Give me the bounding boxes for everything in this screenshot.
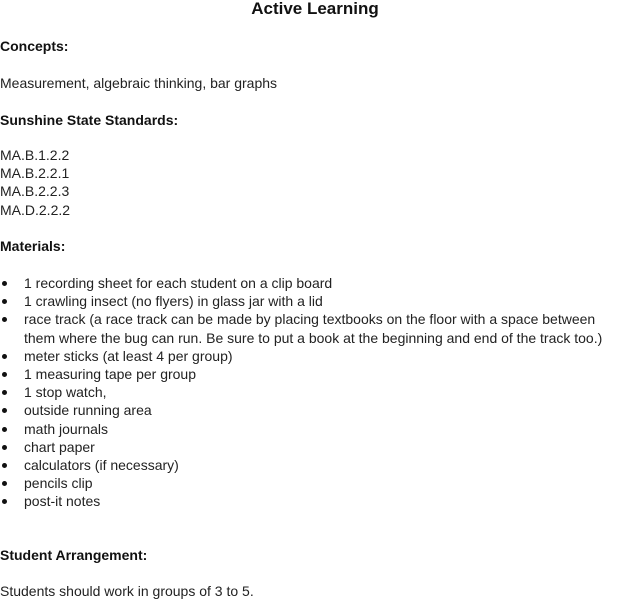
concepts-heading: Concepts: bbox=[0, 38, 69, 54]
bullet-icon bbox=[2, 390, 7, 395]
bullet-icon bbox=[2, 372, 7, 377]
material-item: 1 stop watch, bbox=[0, 383, 625, 401]
material-item: math journals bbox=[0, 420, 625, 438]
material-item: meter sticks (at least 4 per group) bbox=[0, 347, 625, 365]
bullet-icon bbox=[2, 463, 7, 468]
bullet-icon bbox=[2, 317, 7, 322]
material-item: chart paper bbox=[0, 438, 625, 456]
standards-list bbox=[0, 146, 70, 219]
material-item: outside running area bbox=[0, 401, 625, 419]
arrangement-text: Students should work in groups of 3 to 5. bbox=[0, 583, 254, 599]
standard-item: MA.B.2.2.1 bbox=[0, 165, 70, 182]
standard-item: MA.B.2.2.3 bbox=[0, 183, 70, 200]
material-item: 1 measuring tape per group bbox=[0, 365, 625, 383]
bullet-icon bbox=[2, 481, 7, 486]
arrangement-heading: Student Arrangement: bbox=[0, 547, 148, 563]
bullet-icon bbox=[2, 499, 7, 504]
materials-list bbox=[0, 274, 625, 511]
standards-heading: Sunshine State Standards: bbox=[0, 112, 179, 128]
material-item: calculators (if necessary) bbox=[0, 456, 625, 474]
bullet-icon bbox=[2, 299, 7, 304]
bullet-icon bbox=[2, 354, 7, 359]
standard-item: MA.D.2.2.2 bbox=[0, 201, 71, 218]
materials-heading: Materials: bbox=[0, 238, 66, 254]
standard-item: MA.B.1.2.2 bbox=[0, 147, 70, 163]
material-item: post-it notes bbox=[0, 492, 625, 510]
bullet-icon bbox=[2, 408, 7, 413]
material-item: 1 crawling insect (no flyers) in glass jar with a lid bbox=[0, 292, 625, 310]
bullet-icon bbox=[2, 427, 7, 432]
bullet-icon bbox=[2, 445, 7, 450]
material-item: race track (a race track can be made by placing textbooks on the floor with a space between them where the bug can run. Be sure to put a book at the beginning and end of the track too.) bbox=[0, 310, 625, 346]
concepts-text: Measurement, algebraic thinking, bar graphs bbox=[0, 75, 278, 91]
bullet-icon bbox=[2, 281, 7, 286]
material-item: 1 recording sheet for each student on a clip board bbox=[0, 274, 625, 292]
document-title: Active Learning bbox=[251, 0, 379, 18]
material-item: pencils clip bbox=[0, 474, 625, 492]
